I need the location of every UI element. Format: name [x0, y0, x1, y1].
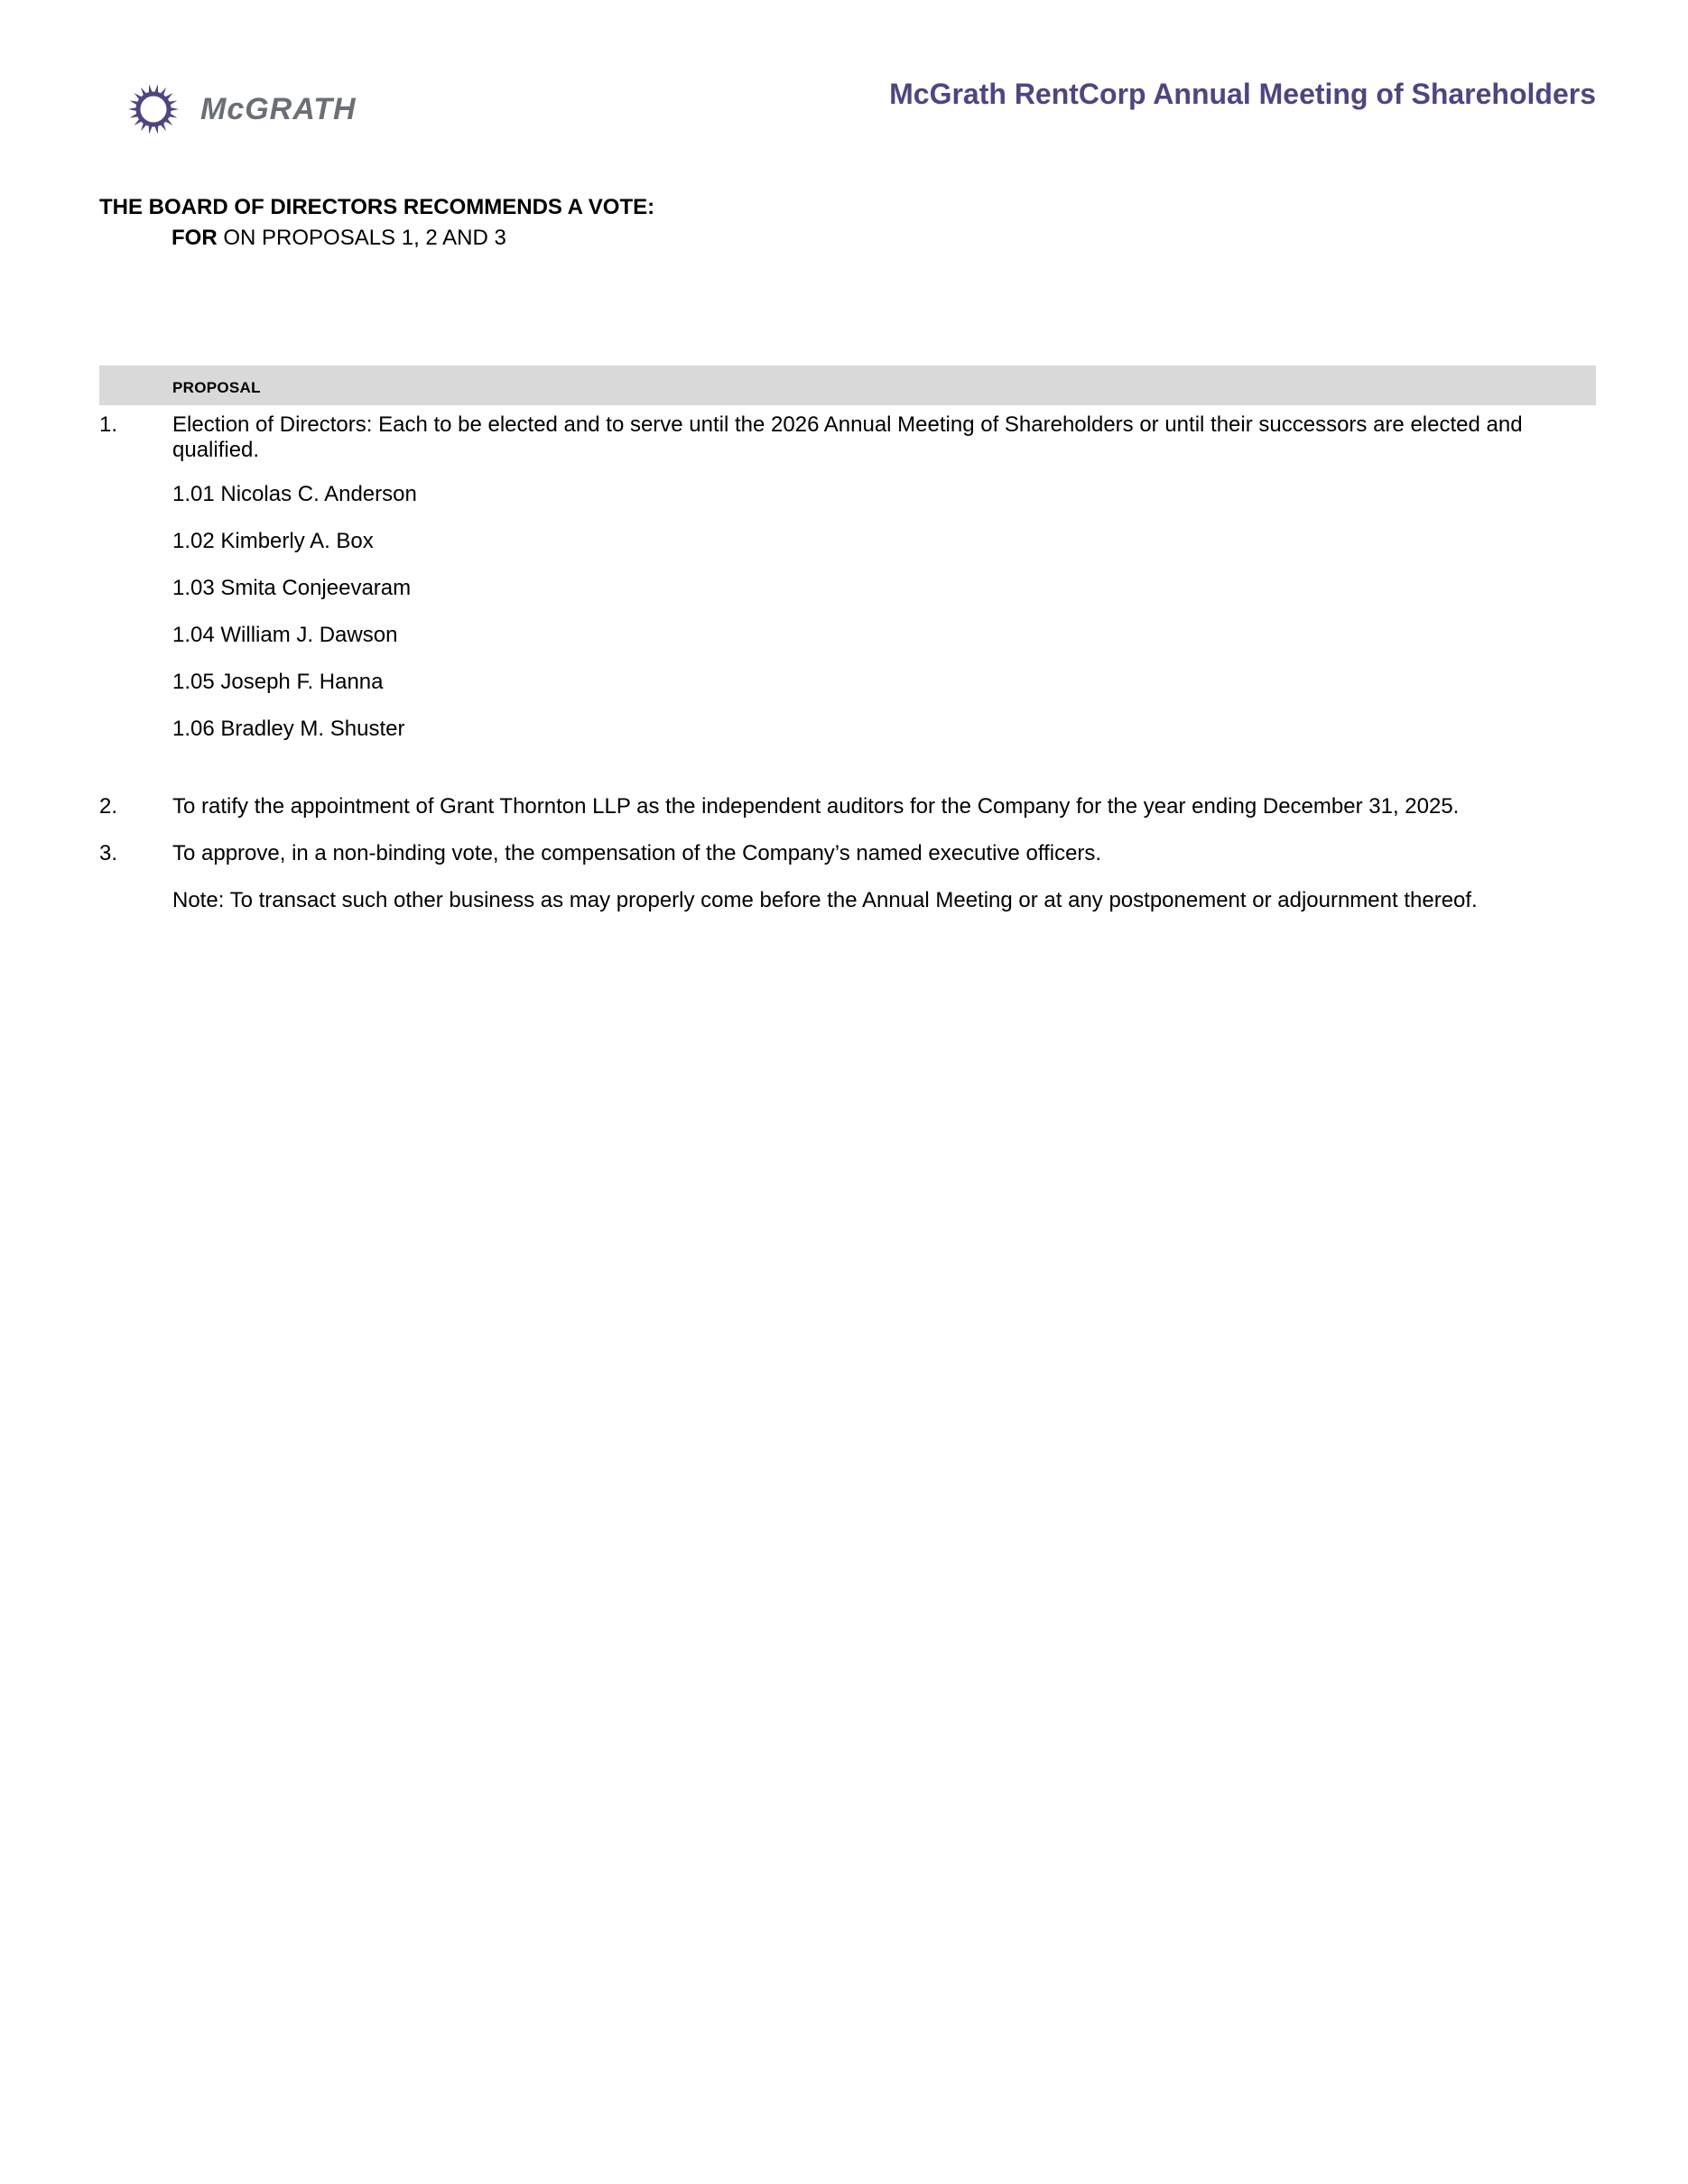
logo-ray	[130, 113, 139, 117]
nominee-item: 1.04 William J. Dawson	[172, 623, 398, 647]
nominee-item: 1.01 Nicolas C. Anderson	[172, 482, 417, 506]
proposal-header-bar	[99, 366, 1596, 405]
recommendation-line	[172, 226, 506, 251]
proposal-3-text: To approve, in a non-binding vote, the compensation of the Company’s named executive officers.	[172, 841, 1102, 865]
logo-ray	[168, 113, 177, 117]
recommendation-vote: FOR	[172, 226, 218, 250]
proposal-1-number: 1.	[99, 412, 118, 437]
logo-ray	[170, 107, 179, 111]
recommendation-scope: ON PROPOSALS 1, 2 AND 3	[217, 226, 506, 250]
proposal-2-text: To ratify the appointment of Grant Thornton LLP as the independent auditors for the Company for the year ending December 31, 2025.	[172, 794, 1460, 819]
proposal-2-number: 2.	[99, 794, 118, 819]
recommendation-heading: THE BOARD OF DIRECTORS RECOMMENDS A VOTE:	[99, 195, 655, 219]
logo-wordmark: McGRATH	[200, 91, 357, 126]
logo-ray	[149, 84, 153, 93]
closing-note: Note: To transact such other business as may properly come before the Annual Meeting or at any postponement or adjournment thereof.	[172, 888, 1478, 912]
logo-ray	[154, 125, 158, 134]
nominee-item: 1.05 Joseph F. Hanna	[172, 670, 384, 694]
nominee-item: 1.06 Bradley M. Shuster	[172, 717, 405, 741]
logo-ray	[154, 84, 158, 93]
page-title: McGrath RentCorp Annual Meeting of Shareholders	[889, 78, 1596, 110]
logo-ray	[149, 125, 153, 134]
company-logo	[126, 79, 357, 139]
logo-ray	[168, 100, 177, 105]
logo-ray	[130, 100, 139, 105]
proposal-header-label: PROPOSAL	[172, 379, 261, 396]
proposal-3-number: 3.	[99, 841, 118, 865]
proposal-1-text: Election of Directors: Each to be elected and to serve until the 2026 Annual Meeting of Shareholders or until their successors are elected and qualified.	[172, 412, 1523, 462]
logo-ray	[128, 107, 137, 111]
nominee-item: 1.03 Smita Conjeevaram	[172, 576, 412, 600]
nominee-item: 1.02 Kimberly A. Box	[172, 529, 374, 553]
sunburst-gear-icon	[126, 82, 181, 136]
